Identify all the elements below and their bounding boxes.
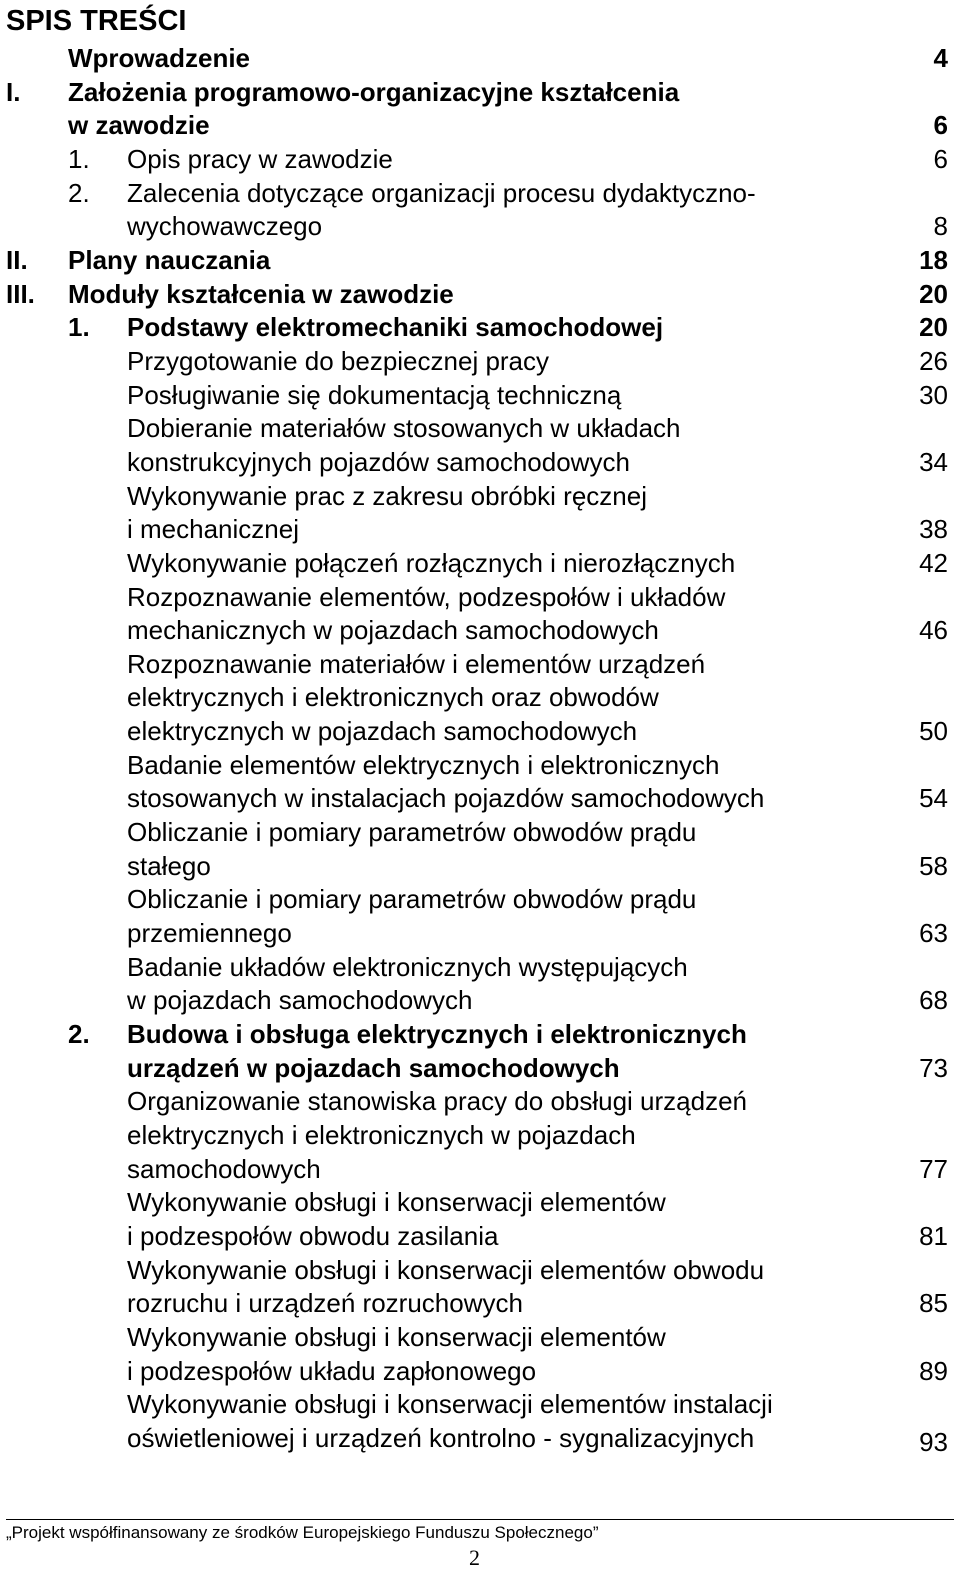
toc-entry xyxy=(0,581,960,615)
toc-entry xyxy=(0,345,960,379)
toc-entry-page: 20 xyxy=(919,312,948,343)
toc-entry-text: stałego xyxy=(127,850,211,881)
toc-entry-text: oświetleniowej i urządzeń kontrolno - sygnalizacyjnych xyxy=(127,1422,755,1453)
toc-entry-text: Wprowadzenie xyxy=(68,43,251,73)
toc-entry-page: 4 xyxy=(933,43,948,73)
toc-entry-page: 8 xyxy=(933,211,948,242)
toc-entry-marker: 1. xyxy=(68,312,90,343)
toc-entry xyxy=(0,177,960,211)
toc-entry xyxy=(0,984,960,1018)
toc-entry-page: 73 xyxy=(919,1052,948,1083)
toc-entry-text: i mechanicznej xyxy=(127,514,299,545)
toc-entry-text: wychowawczego xyxy=(127,211,323,242)
toc-entry-text: rozruchu i urządzeń rozruchowych xyxy=(127,1288,523,1319)
toc-entry-text: Rozpoznawanie materiałów i elementów urządzeń xyxy=(127,648,706,679)
toc-entry-text: Założenia programowo-organizacyjne kształcenia xyxy=(68,76,680,107)
toc-entry xyxy=(0,244,960,278)
toc-entry xyxy=(0,1355,960,1389)
toc-entry-page: 50 xyxy=(919,716,948,747)
toc-entry xyxy=(0,816,960,850)
toc-entry-text: przemiennego xyxy=(127,918,292,949)
toc-entry xyxy=(0,850,960,884)
toc-entry-page: 81 xyxy=(919,1220,948,1251)
toc-entry xyxy=(0,1220,960,1254)
toc-entry-page: 6 xyxy=(933,110,948,141)
toc-entry-text: Rozpoznawanie elementów, podzespołów i układów xyxy=(127,581,726,612)
toc-entry-text: Organizowanie stanowiska pracy do obsługi urządzeń xyxy=(127,1086,748,1117)
toc-entry-text: w zawodzie xyxy=(68,110,210,141)
footer-note: „Projekt współfinansowany ze środków Europejskiego Funduszu Społecznego” xyxy=(6,1523,599,1542)
toc-entry xyxy=(0,1254,960,1288)
toc-entry-page: 20 xyxy=(919,278,948,309)
toc-entry xyxy=(0,379,960,413)
toc-entry xyxy=(0,749,960,783)
toc-entry-text: stosowanych w instalacjach pojazdów samochodowych xyxy=(127,783,765,814)
toc-entry xyxy=(0,412,960,446)
toc-entry xyxy=(0,715,960,749)
toc-entry-marker: I. xyxy=(6,76,21,107)
toc-entry-page: 30 xyxy=(919,379,948,410)
toc-entry xyxy=(0,681,960,715)
toc-entry-page: 26 xyxy=(919,345,948,376)
page-number: 2 xyxy=(469,1545,480,1570)
toc-entry-text: elektrycznych i elektronicznych w pojazdach xyxy=(127,1120,636,1150)
toc-entry-text: Opis pracy w zawodzie xyxy=(127,143,393,174)
toc-entry-text: urządzeń w pojazdach samochodowych xyxy=(127,1052,620,1083)
toc-entry-text: Podstawy elektromechaniki samochodowej xyxy=(127,312,664,343)
toc-entry xyxy=(0,1287,960,1321)
toc-entry-marker: II. xyxy=(6,244,28,275)
toc-entry xyxy=(0,109,960,143)
table-of-contents xyxy=(0,42,960,1456)
toc-entry xyxy=(0,42,960,76)
toc-entry-text: mechanicznych w pojazdach samochodowych xyxy=(127,615,659,646)
toc-entry-text: w pojazdach samochodowych xyxy=(127,985,473,1016)
toc-entry-marker: 2. xyxy=(68,1019,90,1050)
toc-entry-page: 89 xyxy=(919,1355,948,1386)
toc-entry xyxy=(0,446,960,480)
toc-entry-page: 58 xyxy=(919,850,948,881)
toc-entry-text: Wykonywanie obsługi i konserwacji elementów instalacji xyxy=(127,1389,773,1420)
toc-entry xyxy=(0,513,960,547)
toc-entry xyxy=(0,917,960,951)
toc-entry xyxy=(0,782,960,816)
toc-entry-text: Posługiwanie się dokumentacją techniczną xyxy=(127,379,622,410)
toc-entry xyxy=(0,1052,960,1086)
toc-entry-page: 77 xyxy=(919,1153,948,1184)
toc-entry-marker: III. xyxy=(6,278,35,309)
toc-entry-page: 85 xyxy=(919,1288,948,1319)
toc-entry xyxy=(0,1018,960,1052)
toc-entry-page: 34 xyxy=(919,446,948,477)
toc-entry-text: samochodowych xyxy=(127,1153,321,1184)
toc-entry xyxy=(0,143,960,177)
toc-entry-page: 38 xyxy=(919,514,948,545)
toc-entry-text: i podzespołów układu zapłonowego xyxy=(127,1355,537,1386)
toc-entry-page: 6 xyxy=(933,143,948,174)
toc-entry xyxy=(0,951,960,985)
toc-entry xyxy=(0,210,960,244)
toc-entry xyxy=(0,648,960,682)
toc-entry-text: Moduły kształcenia w zawodzie xyxy=(68,278,454,309)
toc-entry xyxy=(0,547,960,581)
toc-entry-marker: 2. xyxy=(68,177,90,208)
toc-entry xyxy=(0,1388,960,1422)
toc-entry-text: elektrycznych w pojazdach samochodowych xyxy=(127,716,638,747)
toc-entry-text: Badanie układów elektronicznych występujących xyxy=(127,951,688,982)
toc-entry-text: Wykonywanie połączeń rozłącznych i nierozłącznych xyxy=(127,547,736,578)
footer-divider xyxy=(6,1519,954,1520)
toc-entry xyxy=(0,480,960,514)
page-title: SPIS TREŚCI xyxy=(6,5,187,37)
toc-entry xyxy=(0,614,960,648)
toc-entry-text: elektrycznych i elektronicznych oraz obwodów xyxy=(127,682,659,713)
toc-entry xyxy=(0,883,960,917)
toc-entry-text: Budowa i obsługa elektrycznych i elektronicznych xyxy=(127,1019,747,1050)
toc-entry-text: Przygotowanie do bezpiecznej pracy xyxy=(127,345,550,376)
toc-entry-page: 54 xyxy=(919,783,948,814)
toc-entry-text: Obliczanie i pomiary parametrów obwodów prądu xyxy=(127,817,697,848)
toc-entry-text: Obliczanie i pomiary parametrów obwodów prądu xyxy=(127,884,697,915)
toc-entry xyxy=(0,76,960,110)
toc-entry-page: 68 xyxy=(919,985,948,1016)
toc-entry-text: Plany nauczania xyxy=(68,244,271,275)
toc-entry-text: Wykonywanie obsługi i konserwacji elementów obwodu xyxy=(127,1254,765,1285)
toc-entry-page: 93 xyxy=(919,1426,948,1457)
toc-entry-text: i podzespołów obwodu zasilania xyxy=(127,1220,499,1251)
toc-entry xyxy=(0,1186,960,1220)
toc-entry xyxy=(0,311,960,345)
toc-entry xyxy=(0,1422,960,1456)
toc-entry-text: Zalecenia dotyczące organizacji procesu dydaktyczno- xyxy=(127,177,756,208)
toc-entry-text: Badanie elementów elektrycznych i elektronicznych xyxy=(127,749,720,780)
toc-entry-page: 18 xyxy=(919,244,948,275)
toc-entry xyxy=(0,1085,960,1119)
toc-entry-text: Dobieranie materiałów stosowanych w układach xyxy=(127,413,681,444)
toc-entry-marker: 1. xyxy=(68,143,90,174)
toc-entry-page: 63 xyxy=(919,918,948,949)
toc-entry-text: Wykonywanie obsługi i konserwacji elementów xyxy=(127,1321,666,1352)
toc-entry-text: konstrukcyjnych pojazdów samochodowych xyxy=(127,446,630,477)
toc-entry-text: Wykonywanie prac z zakresu obróbki ręcznej xyxy=(127,480,647,511)
toc-entry-page: 46 xyxy=(919,615,948,646)
toc-entry-text: Wykonywanie obsługi i konserwacji elementów xyxy=(127,1187,666,1218)
toc-entry xyxy=(0,1321,960,1355)
toc-entry xyxy=(0,1119,960,1153)
toc-entry xyxy=(0,278,960,312)
toc-entry xyxy=(0,1153,960,1187)
toc-entry-page: 42 xyxy=(919,547,948,578)
